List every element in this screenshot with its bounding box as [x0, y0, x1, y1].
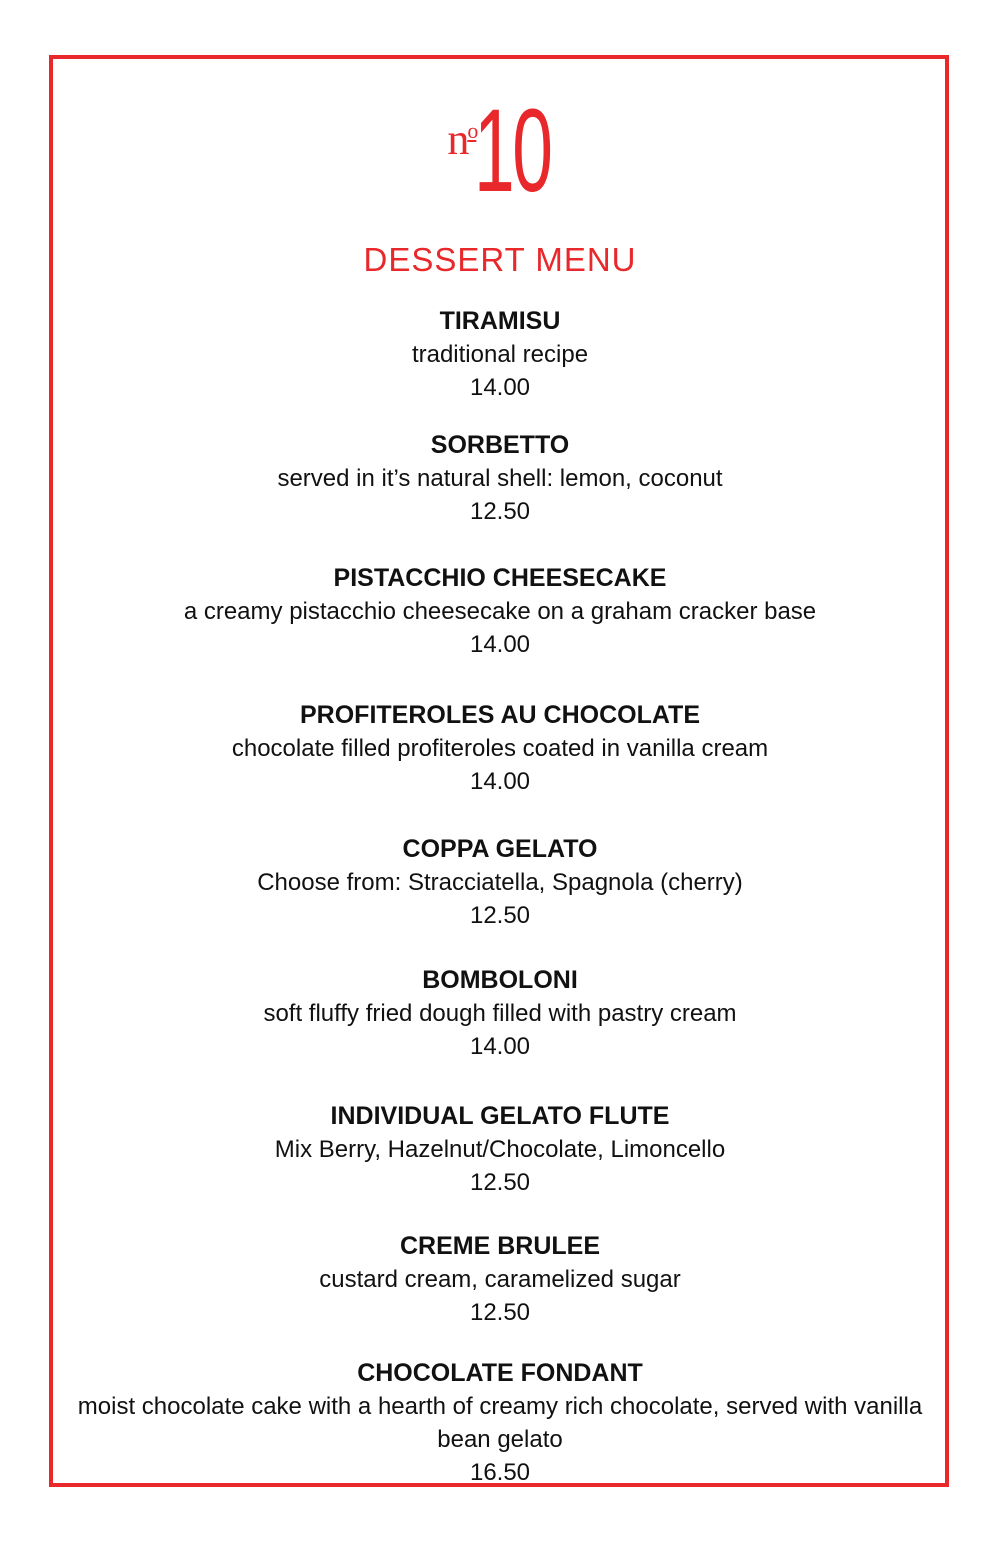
item-name: BOMBOLONI	[422, 966, 578, 994]
item-description: a creamy pistacchio cheesecake on a graham cracker base	[183, 598, 817, 625]
item-name: COPPA GELATO	[402, 835, 598, 863]
item-name: CREME BRULEE	[399, 1232, 600, 1260]
menu-item	[60, 305, 940, 404]
item-description: Mix Berry, Hazelnut/Chocolate, Limoncello	[274, 1136, 726, 1163]
item-price: 14.00	[469, 1033, 531, 1060]
item-price: 12.50	[469, 1169, 531, 1196]
item-description: custard cream, caramelized sugar	[319, 1266, 681, 1293]
menu-item	[60, 1230, 940, 1329]
menu-item	[60, 964, 940, 1063]
restaurant-logo	[0, 85, 1000, 217]
menu-item	[60, 562, 940, 661]
item-name: TIRAMISU	[439, 307, 561, 335]
menu-item	[60, 699, 940, 798]
item-name: INDIVIDUAL GELATO FLUTE	[330, 1102, 670, 1130]
item-description: moist chocolate cake with a hearth of creamy rich chocolate, served with vanilla bean gelato	[77, 1393, 923, 1453]
menu-item	[60, 833, 940, 932]
item-description: chocolate filled profiteroles coated in vanilla cream	[231, 735, 769, 762]
item-price: 14.00	[469, 768, 531, 795]
item-name: SORBETTO	[430, 431, 570, 459]
logo-number: 10	[474, 85, 551, 217]
item-price: 12.50	[469, 902, 531, 929]
item-description: traditional recipe	[411, 341, 589, 368]
logo-number-sign	[447, 114, 476, 165]
item-description: Choose from: Stracciatella, Spagnola (cherry)	[257, 869, 743, 896]
item-price: 12.50	[469, 498, 531, 525]
item-name: CHOCOLATE FONDANT	[357, 1359, 643, 1387]
item-price: 12.50	[469, 1299, 531, 1326]
logo-prefix: n	[447, 115, 468, 164]
menu-item	[60, 1100, 940, 1199]
item-description: soft fluffy fried dough filled with pastry cream	[263, 1000, 737, 1027]
item-name: PROFITEROLES AU CHOCOLATE	[300, 701, 700, 729]
logo-mark	[447, 85, 552, 217]
logo-superscript: o	[467, 118, 477, 143]
item-price: 14.00	[469, 631, 531, 658]
item-description: served in it’s natural shell: lemon, coconut	[277, 465, 723, 492]
menu-title: DESSERT MENU	[363, 241, 637, 278]
menu-item	[70, 1357, 930, 1489]
item-name: PISTACCHIO CHEESECAKE	[333, 564, 667, 592]
item-price: 16.50	[469, 1459, 531, 1486]
item-price: 14.00	[469, 374, 531, 401]
menu-item	[60, 429, 940, 528]
